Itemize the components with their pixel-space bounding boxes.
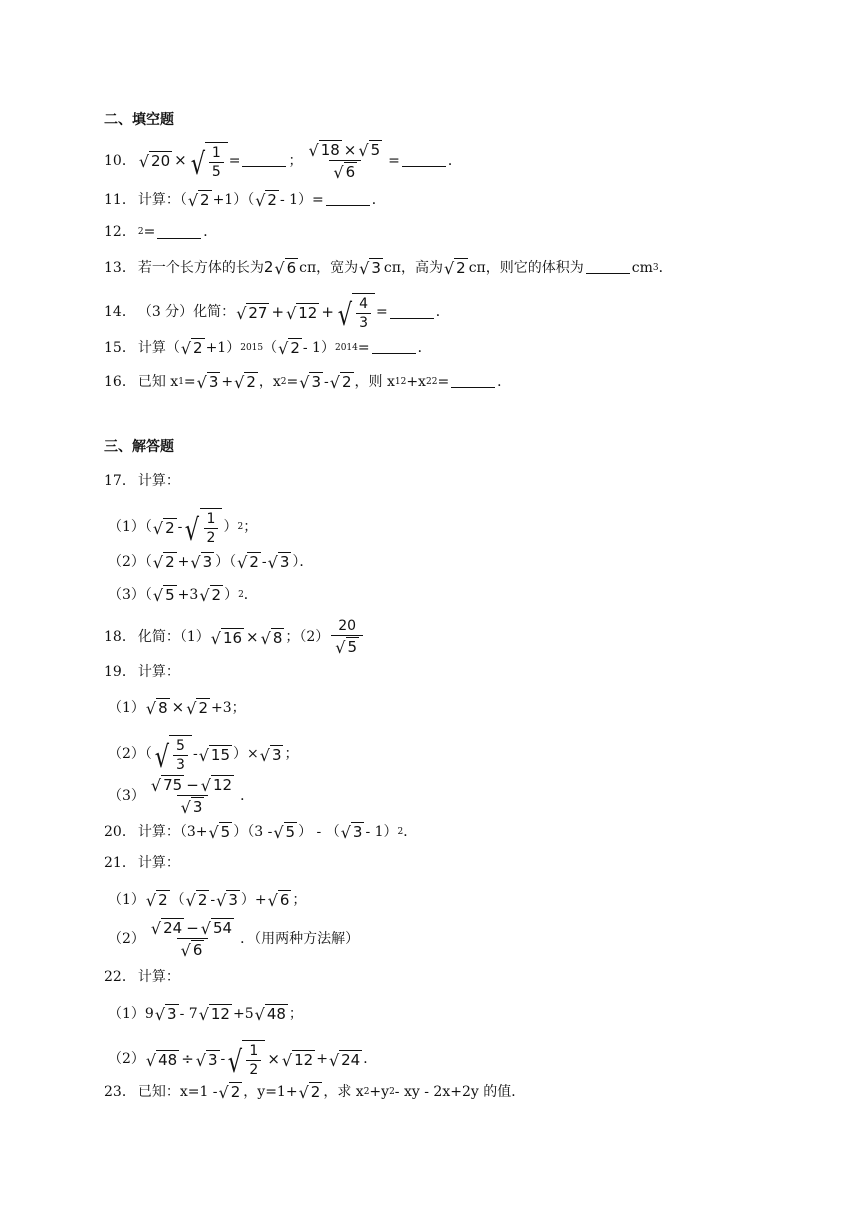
question-21-part-2: （2） √ 24 − √ 54 √ 6 ．（用两种方法解） xyxy=(108,918,360,960)
question-14: 14． （3 分）化简： √ 27 + √ 12 + √ $\frac{4}{3}$ = ． xyxy=(104,293,450,331)
answer-blank[interactable] xyxy=(326,193,370,206)
question-12: 12． 2 = ． xyxy=(104,224,218,240)
question-19: 19． 计算： xyxy=(104,664,180,680)
sqrt-expression: √ 20 xyxy=(138,152,171,171)
question-10: 10． √ 20 × √ $\frac{1}{5}$ = ； √ 18 × √ 5 √ 6 = ． xyxy=(104,140,462,182)
question-17-part-3: （3）（ √ 5 +3 √ 2 ） 2 ． xyxy=(108,586,258,605)
answer-blank[interactable] xyxy=(157,226,201,239)
question-22-part-2: （2） √ 48 ÷ √ 3 - √ $\frac{1}{2}$ × √ 12 + √ 24 ． xyxy=(108,1040,377,1078)
answer-blank[interactable] xyxy=(242,154,286,167)
section-heading-solve xyxy=(104,440,174,454)
question-17-part-2: （2）（ √ 2 + √ 3 ）（ √ 2 - √ 3 ）． xyxy=(108,553,314,572)
question-21-part-1: （1） √ 2 （ √ 2 - √ 3 ）+ √ 6 ； xyxy=(108,891,307,910)
answer-blank[interactable] xyxy=(390,306,434,319)
question-17: 17． 计算： xyxy=(104,473,180,489)
answer-blank[interactable] xyxy=(451,375,495,388)
section-heading-fill-in xyxy=(104,113,174,127)
section-title: 三、解答题 xyxy=(104,439,174,455)
question-18: 18． 化简：（1） √ 16 × √ 8 ；（2） 20 √ 5 xyxy=(104,618,365,656)
question-19-part-3: （3） √ 75 − √ 12 √ 3 ． xyxy=(108,775,255,817)
sqrt-fraction: √ $\frac{1}{5}$ xyxy=(189,142,228,180)
question-13: 13． 若一个长方体的长为 2 √ 6 cπ ，宽为 √ 3 cπ ，高为 √ 2 cπ ，则它的体积为 cm 3 ． xyxy=(104,258,673,278)
answer-blank[interactable] xyxy=(586,261,630,274)
answer-blank[interactable] xyxy=(372,341,416,354)
question-11: 11． 计算：（ √ 2 +1）（ √ 2 - 1）= ． xyxy=(104,191,386,210)
question-number: 10． xyxy=(104,152,136,169)
question-21: 21． 计算： xyxy=(104,855,180,871)
question-15: 15． 计算（ √ 2 +1） 2015 （ √ 2 - 1） 2014 = ． xyxy=(104,339,432,358)
question-17-part-1: （1）（ √ 2 - √ $\frac{1}{2}$ ） 2 ； xyxy=(108,508,257,546)
times-operator: × xyxy=(174,151,187,169)
question-19-part-1: （1） √ 8 × √ 2 +3； xyxy=(108,698,246,718)
question-20: 20． 计算：（3+ √ 5 ）（3 - √ 5 ） - （ √ 3 - 1） 2 ． xyxy=(104,823,418,842)
fraction-expression: √ 18 × √ 5 √ 6 xyxy=(308,140,381,182)
question-19-part-2: （2）（ √ $\frac{5}{3}$ - √ 15 ）× √ 3 ； xyxy=(108,735,298,773)
answer-blank[interactable] xyxy=(402,154,446,167)
section-title: 二、填空题 xyxy=(104,112,174,128)
question-22-part-1: （1） 9 √ 3 - 7 √ 12 +5 √ 48 ； xyxy=(108,1005,303,1024)
question-16: 16． 已知 x 1 = √ 3 + √ 2 ，x 2 = √ 3 - √ 2 ，则 x 1 2 +x 2 2 = ． xyxy=(104,373,512,392)
question-23: 23． 已知：x=1 - √ 2 ，y=1+ √ 2 ，求 x 2 +y 2 - xy - 2x+2y 的值． xyxy=(104,1083,526,1102)
question-22: 22． 计算： xyxy=(104,969,180,985)
